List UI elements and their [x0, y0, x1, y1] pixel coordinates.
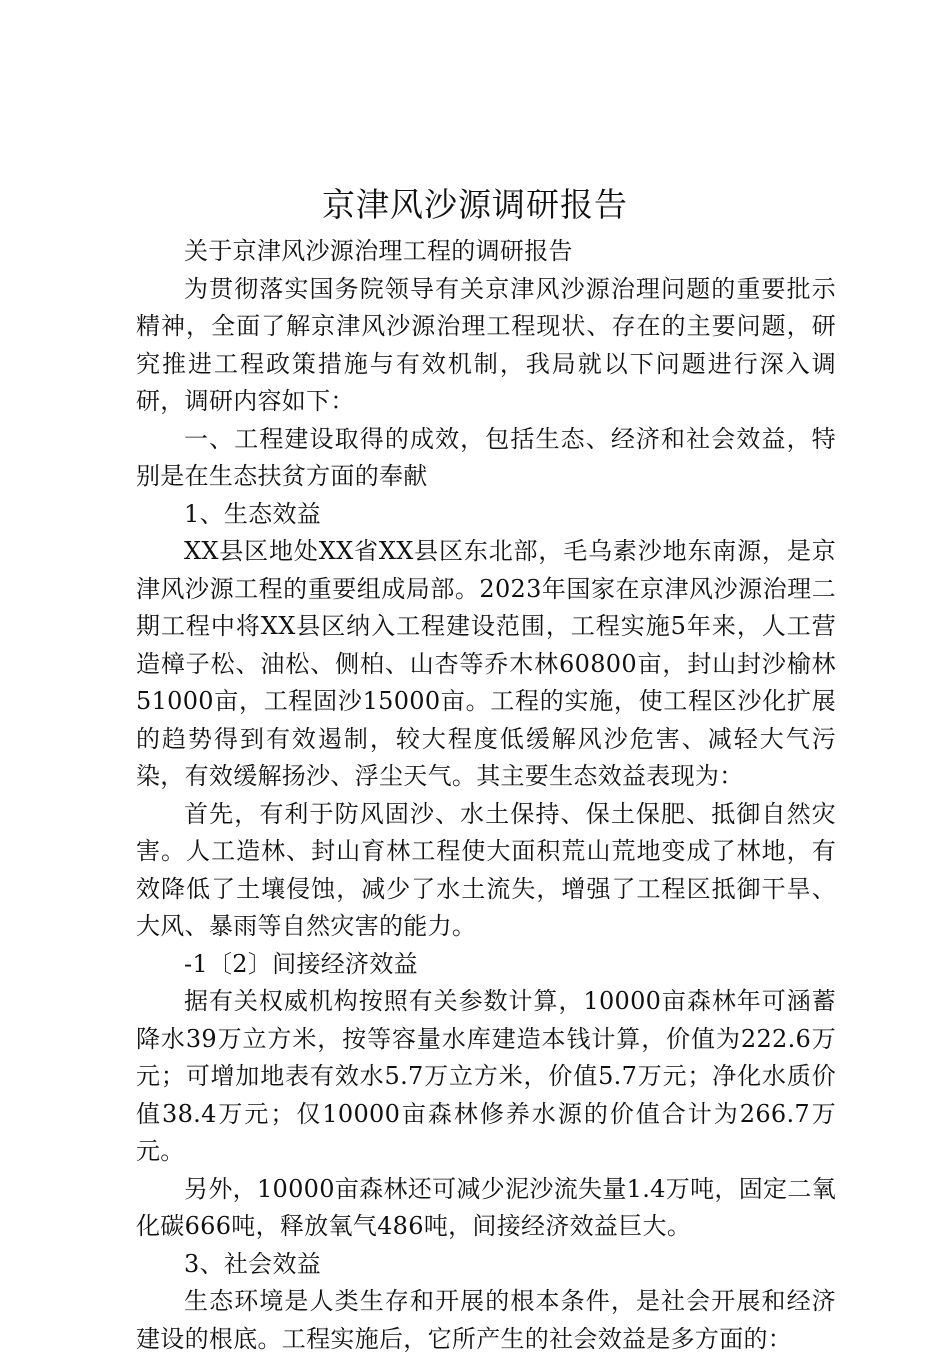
paragraph-first-benefit: 首先，有利于防风固沙、水土保持、保土保肥、抵御自然灾害。人工造林、封山育林工程使大面积荒山荒地变成了林地，有效降低了土壤侵蚀，减少了水土流失，增强了工程区抵御干旱、大风、暴雨等自然灾害的能力。	[136, 799, 836, 940]
paragraph-intro: 为贯彻落实国务院领导有关京津风沙源治理问题的重要批示精神，全面了解京津风沙源治理工程现状、存在的主要问题，研究推进工程政策措施与有效机制，我局就以下问题进行深入调研，调研内容如下：	[136, 274, 836, 415]
heading-ecological-benefit: 1、生态效益	[184, 499, 322, 528]
paragraph-social-benefit: 生态环境是人类生存和开展的根本条件，是社会开展和经济建设的根底。工程实施后，它所产生的社会效益是多方面的：	[136, 1287, 836, 1353]
document-body	[136, 233, 836, 1358]
heading-section-1: 一、工程建设取得的成效，包括生态、经济和社会效益，特别是在生态扶贫方面的奉献	[136, 424, 836, 490]
paragraph-subtitle: 关于京津风沙源治理工程的调研报告	[184, 237, 573, 265]
heading-social-benefit: 3、社会效益	[184, 1249, 322, 1278]
paragraph-economic-calculation: 据有关权威机构按照有关参数计算，10000亩森林年可涵蓄降水39万立方米，按等容量水库建造本钱计算，价值为222.6万元；可增加地表有效水5.7万立方米，价值5.7万元；净化水质价值38.4万元；仅10000亩森林修养水源的价值合计为266.7万元。	[136, 987, 836, 1165]
heading-indirect-economic-benefit: -1〔2〕间接经济效益	[184, 949, 418, 978]
paragraph-ecological-overview: XX县区地处XX省XX县区东北部，毛乌素沙地东南源，是京津风沙源工程的重要组成局部。2023年国家在京津风沙源治理二期工程中将XX县区纳入工程建设范围，工程实施5年来，人工营造樟子松、油松、侧柏、山杏等乔木林60800亩，封山封沙榆林51000亩，工程固沙15000亩。工程的实施，使工程区沙化扩展的趋势得到有效遏制，较大程度低缓解风沙危害、减轻大气污染，有效缓解扬沙、浮尘天气。其主要生态效益表现为：	[136, 537, 836, 790]
document-title: 京津风沙源调研报告	[322, 185, 628, 224]
paragraph-additional-benefit: 另外，10000亩森林还可减少泥沙流失量1.4万吨，固定二氧化碳666吨，释放氧气486吨，间接经济效益巨大。	[136, 1174, 836, 1240]
